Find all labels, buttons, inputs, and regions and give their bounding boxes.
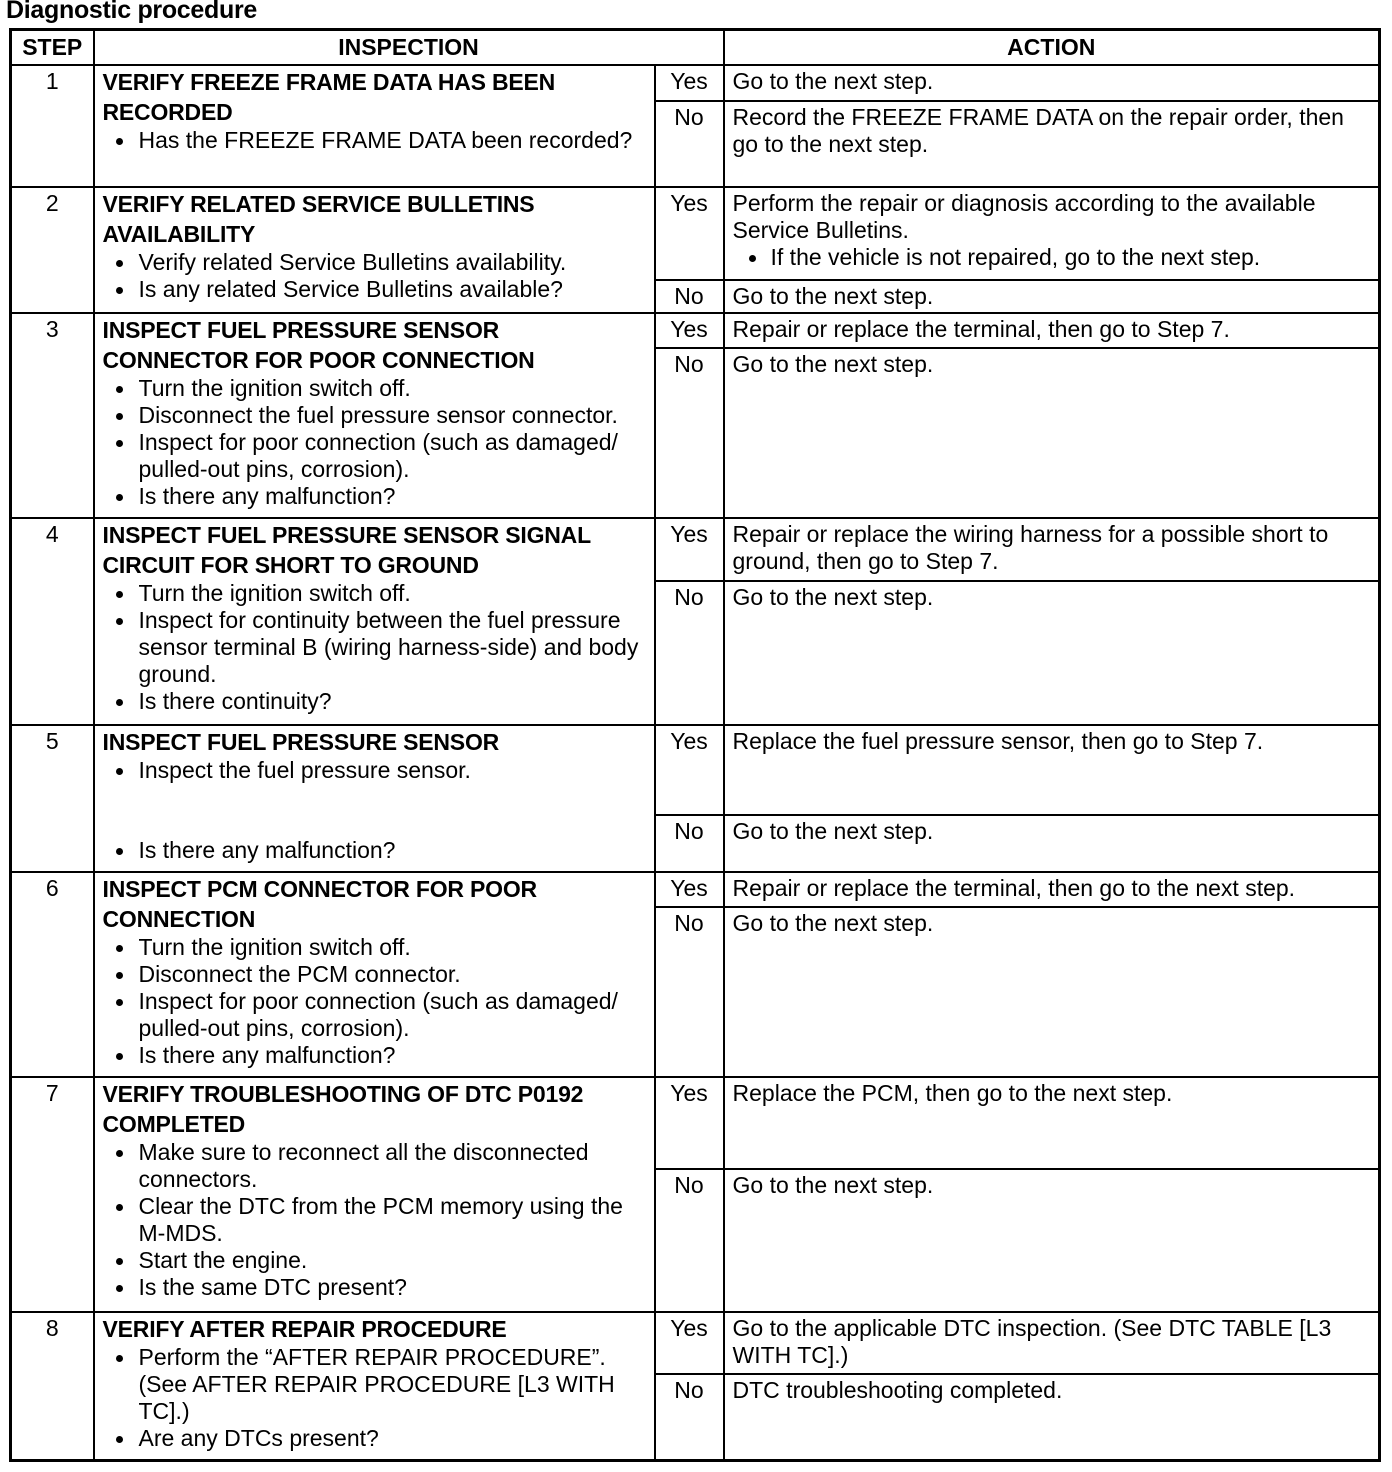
yes-label: Yes xyxy=(655,187,724,279)
inspection-header: INSPECTION xyxy=(94,30,724,66)
no-label: No xyxy=(655,907,724,1077)
inspection-bullet: Is any related Service Bulletins available? xyxy=(103,276,650,303)
yes-label: Yes xyxy=(655,1312,724,1374)
no-action: Go to the next step. xyxy=(724,815,1380,872)
inspection-bullets xyxy=(103,375,650,510)
step-number: 3 xyxy=(11,313,94,519)
step-row-8-yes xyxy=(11,1312,1380,1374)
inspection-bullets xyxy=(103,249,650,303)
inspection-bullet: Make sure to reconnect all the disconnected connectors. xyxy=(103,1139,650,1193)
no-label: No xyxy=(655,581,724,724)
blank-spacer xyxy=(103,784,650,837)
yes-action-text: Perform the repair or diagnosis according to the available Service Bulletins. xyxy=(732,190,1316,244)
step-row-3-yes xyxy=(11,313,1380,348)
no-action: DTC troubleshooting completed. xyxy=(724,1374,1380,1460)
inspection-cell xyxy=(94,725,655,872)
yes-label: Yes xyxy=(655,725,724,815)
no-label: No xyxy=(655,1374,724,1460)
step-number: 5 xyxy=(11,725,94,872)
no-label: No xyxy=(655,280,724,313)
inspection-cell xyxy=(94,872,655,1078)
inspection-title: INSPECT FUEL PRESSURE SENSOR xyxy=(102,728,500,755)
step-number: 7 xyxy=(11,1077,94,1312)
inspection-bullet: Start the engine. xyxy=(103,1247,650,1274)
inspection-bullet: Is there any malfunction? xyxy=(103,483,650,510)
page-title: Diagnostic procedure xyxy=(6,0,257,24)
step-row-1-yes xyxy=(11,65,1380,101)
step-number: 6 xyxy=(11,872,94,1078)
inspection-title: INSPECT FUEL PRESSURE SENSOR SIGNAL CIRCUIT FOR SHORT TO GROUND xyxy=(102,522,591,579)
inspection-bullets xyxy=(103,934,650,1069)
inspection-cell xyxy=(94,1077,655,1312)
inspection-bullet: Verify related Service Bulletins availability. xyxy=(103,249,650,276)
yes-action: Repair or replace the terminal, then go to the next step. xyxy=(724,872,1380,907)
yes-action: Go to the applicable DTC inspection. (See DTC TABLE [L3 WITH TC].) xyxy=(724,1312,1380,1374)
inspection-bullet: Turn the ignition switch off. xyxy=(103,580,650,607)
step-row-4-yes xyxy=(11,518,1380,581)
yes-action: Go to the next step. xyxy=(724,65,1380,101)
inspection-title: VERIFY RELATED SERVICE BULLETINS AVAILABILITY xyxy=(102,191,535,248)
step-row-5-yes xyxy=(11,725,1380,815)
inspection-bullet: Inspect for continuity between the fuel pressure sensor terminal B (wiring harness-side) and body ground. xyxy=(103,607,650,688)
inspection-bullet: Is there any malfunction? xyxy=(103,837,650,864)
action-bullet: If the vehicle is not repaired, go to the next step. xyxy=(733,244,1375,271)
no-action: Go to the next step. xyxy=(724,907,1380,1077)
inspection-title: INSPECT PCM CONNECTOR FOR POOR CONNECTION xyxy=(102,875,537,932)
inspection-bullet: Are any DTCs present? xyxy=(103,1425,650,1452)
inspection-cell xyxy=(94,187,655,312)
step-number: 1 xyxy=(11,65,94,187)
inspection-bullet: Inspect for poor connection (such as damaged/ pulled-out pins, corrosion). xyxy=(103,988,650,1042)
yes-action: Replace the PCM, then go to the next step. xyxy=(724,1077,1380,1168)
step-number: 8 xyxy=(11,1312,94,1460)
yes-action: Replace the fuel pressure sensor, then go to Step 7. xyxy=(724,725,1380,815)
inspection-title: VERIFY FREEZE FRAME DATA HAS BEEN RECORDED xyxy=(102,69,556,125)
inspection-title: INSPECT FUEL PRESSURE SENSOR CONNECTOR FOR POOR CONNECTION xyxy=(102,316,535,373)
inspection-bullet: Is the same DTC present? xyxy=(103,1274,650,1301)
step-row-6-yes xyxy=(11,872,1380,907)
inspection-bullet: Has the FREEZE FRAME DATA been recorded? xyxy=(103,127,650,154)
yes-label: Yes xyxy=(655,1077,724,1168)
inspection-bullets xyxy=(103,757,650,864)
inspection-bullets xyxy=(103,1344,650,1452)
diagnostic-procedure-table xyxy=(9,28,1381,1462)
inspection-cell xyxy=(94,518,655,725)
yes-action: Repair or replace the wiring harness for a possible short to ground, then go to Step 7. xyxy=(724,518,1380,581)
no-action: Record the FREEZE FRAME DATA on the repair order, then go to the next step. xyxy=(724,101,1380,187)
inspection-bullet: Disconnect the PCM connector. xyxy=(103,961,650,988)
inspection-bullet: Turn the ignition switch off. xyxy=(103,375,650,402)
inspection-cell xyxy=(94,1312,655,1460)
action-header: ACTION xyxy=(724,30,1380,66)
no-action: Go to the next step. xyxy=(724,1169,1380,1312)
no-action: Go to the next step. xyxy=(724,348,1380,518)
step-number: 4 xyxy=(11,518,94,725)
inspection-bullet: Perform the “AFTER REPAIR PROCEDURE”. (See AFTER REPAIR PROCEDURE [L3 WITH TC].) xyxy=(103,1344,650,1425)
step-row-7-yes xyxy=(11,1077,1380,1168)
inspection-cell xyxy=(94,65,655,187)
inspection-bullet: Is there any malfunction? xyxy=(103,1042,650,1069)
step-number: 2 xyxy=(11,187,94,312)
inspection-cell xyxy=(94,313,655,519)
no-label: No xyxy=(655,1169,724,1312)
yes-label: Yes xyxy=(655,872,724,907)
yes-label: Yes xyxy=(655,65,724,101)
no-label: No xyxy=(655,101,724,187)
inspection-title: VERIFY TROUBLESHOOTING OF DTC P0192 COMPLETED xyxy=(102,1081,584,1138)
yes-label: Yes xyxy=(655,518,724,581)
inspection-bullet: Turn the ignition switch off. xyxy=(103,934,650,961)
inspection-bullet: Inspect the fuel pressure sensor. xyxy=(103,757,650,784)
no-label: No xyxy=(655,815,724,872)
inspection-bullets xyxy=(103,127,650,154)
no-action: Go to the next step. xyxy=(724,280,1380,313)
header-row xyxy=(11,30,1380,66)
inspection-bullets xyxy=(103,580,650,715)
inspection-title: VERIFY AFTER REPAIR PROCEDURE xyxy=(102,1316,507,1343)
step-header: STEP xyxy=(11,30,94,66)
inspection-bullet: Is there continuity? xyxy=(103,688,650,715)
inspection-bullet: Disconnect the fuel pressure sensor connector. xyxy=(103,402,650,429)
yes-action xyxy=(724,187,1380,279)
inspection-bullet: Clear the DTC from the PCM memory using the M-MDS. xyxy=(103,1193,650,1247)
no-action: Go to the next step. xyxy=(724,581,1380,724)
inspection-bullet: Inspect for poor connection (such as damaged/ pulled-out pins, corrosion). xyxy=(103,429,650,483)
yes-action: Repair or replace the terminal, then go to Step 7. xyxy=(724,313,1380,348)
yes-label: Yes xyxy=(655,313,724,348)
inspection-bullets xyxy=(103,1139,650,1301)
no-label: No xyxy=(655,348,724,518)
step-row-2-yes xyxy=(11,187,1380,279)
yes-action-bullets xyxy=(733,244,1375,271)
